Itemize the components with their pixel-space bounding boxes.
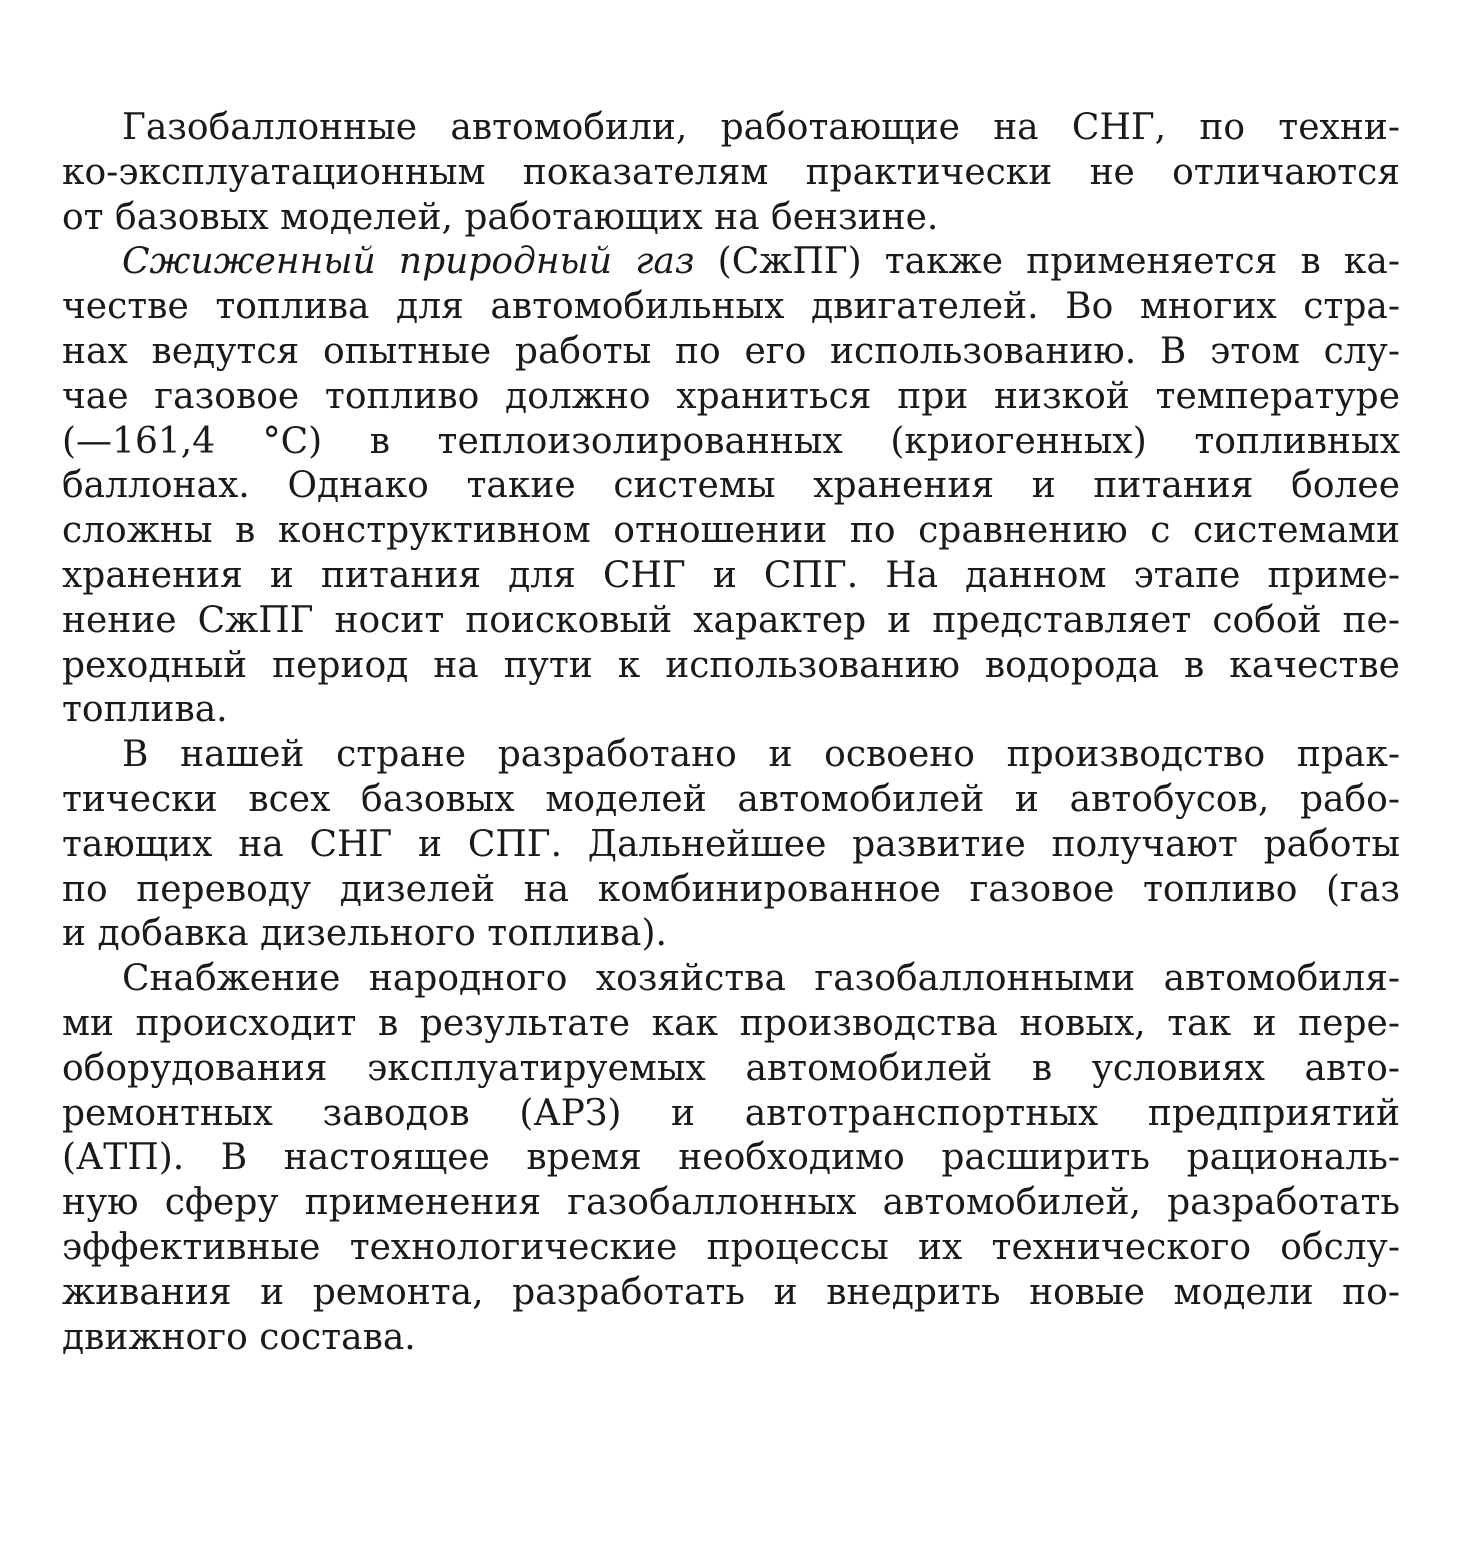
paragraph-2: [62, 240, 1400, 733]
text-line: (—161,4 °С) в теплоизолированных (криогенных) топливных: [62, 420, 1400, 462]
text-line: В нашей стране разработано и освоено производство прак-: [122, 734, 1400, 776]
text-line: от базовых моделей, работающих на бензине.: [62, 196, 939, 238]
text-line: ную сферу применения газобаллонных автомобилей, разработать: [62, 1182, 1400, 1224]
text-line: нение СжПГ носит поисковый характер и представляет собой пе-: [62, 599, 1400, 641]
text-line: и добавка дизельного топлива).: [62, 913, 667, 955]
text-line: по переводу дизелей на комбинированное газовое топливо (газ: [62, 868, 1400, 910]
text-line-rest: (СжПГ) также применяется в ка-: [694, 241, 1400, 283]
paragraph-1: [62, 106, 1400, 240]
text-line: реходный период на пути к использованию водорода в качестве: [62, 644, 1400, 686]
italic-term: Сжиженный природный газ: [122, 241, 695, 283]
text-line: нах ведутся опытные работы по его использованию. В этом слу-: [62, 330, 1400, 372]
text-line: оборудования эксплуатируемых автомобилей в условиях авто-: [62, 1047, 1400, 1089]
text-line: честве топлива для автомобильных двигателей. Во многих стра-: [62, 286, 1400, 328]
text-line: ремонтных заводов (АРЗ) и автотранспортных предприятий: [62, 1092, 1400, 1134]
text-line: движного состава.: [62, 1316, 416, 1358]
text-line: хранения и питания для СНГ и СПГ. На данном этапе приме-: [62, 554, 1400, 596]
text-line: ми происходит в результате как производства новых, так и пере-: [62, 1002, 1400, 1044]
text-line: ко-эксплуатационным показателям практически не отличаются: [62, 151, 1400, 193]
paragraph-3: [62, 733, 1400, 957]
text-line: эффективные технологические процессы их технического обслу-: [62, 1226, 1400, 1268]
text-line: чае газовое топливо должно храниться при низкой температуре: [62, 375, 1400, 417]
text-line: сложны в конструктивном отношении по сравнению с системами: [62, 510, 1400, 552]
text-line: живания и ремонта, разработать и внедрить новые модели по-: [62, 1271, 1400, 1313]
text-line: Снабжение народного хозяйства газобаллонными автомобиля-: [122, 958, 1400, 1000]
text-line: топлива.: [62, 689, 228, 731]
text-line: тически всех базовых моделей автомобилей и автобусов, рабо-: [62, 778, 1400, 820]
text-line: тающих на СНГ и СПГ. Дальнейшее развитие получают работы: [62, 823, 1400, 865]
text-line: Газобаллонные автомобили, работающие на СНГ, по техни-: [122, 107, 1400, 148]
paragraph-4: [62, 957, 1400, 1360]
text-line: баллонах. Однако такие системы хранения и питания более: [62, 465, 1400, 507]
text-line: (АТП). В настоящее время необходимо расширить рациональ-: [62, 1137, 1400, 1179]
document-page: [62, 106, 1400, 1360]
text-line: [62, 240, 1400, 285]
